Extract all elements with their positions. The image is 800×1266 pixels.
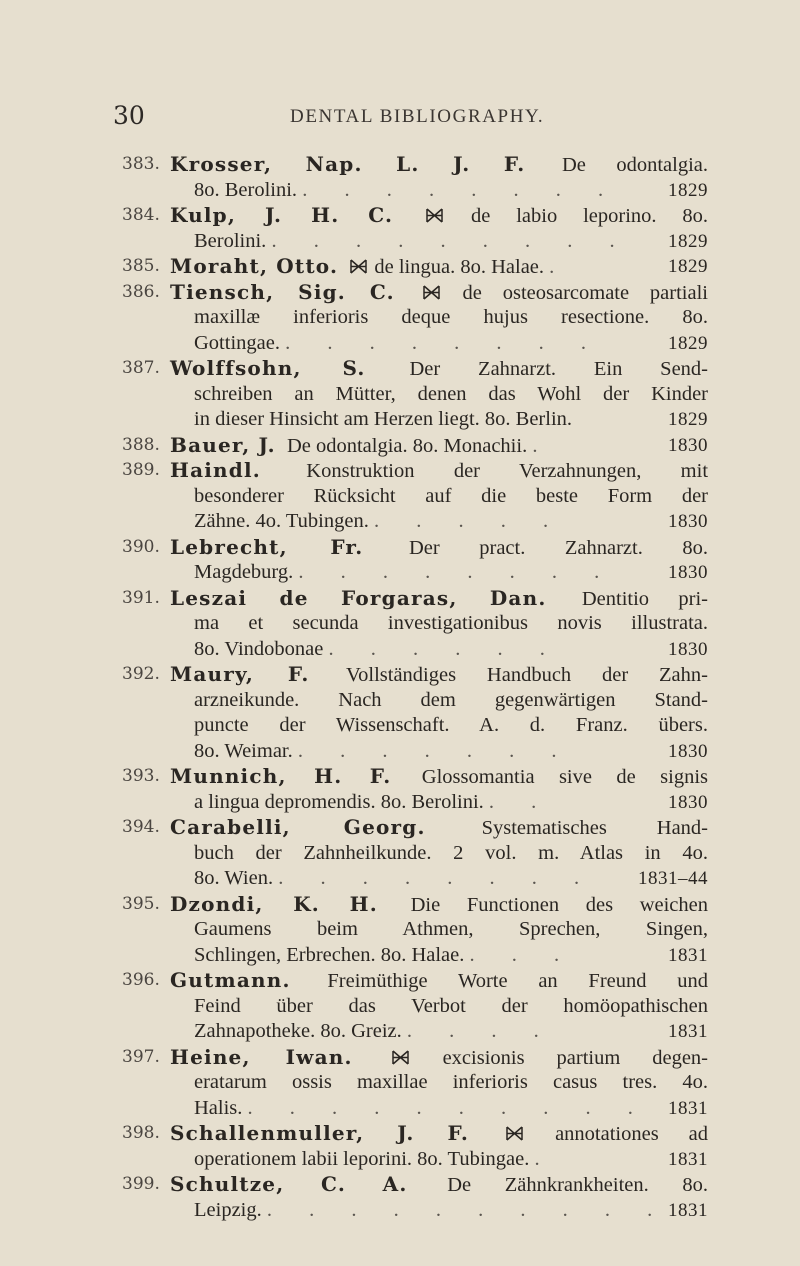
entry-text: Halis. — [194, 1096, 243, 1119]
publication-year: 1831 — [668, 944, 708, 966]
bibliography-entry — [0, 280, 800, 357]
leader-dots: . . . . . . . . — [278, 867, 596, 889]
entry-body — [170, 586, 708, 663]
entry-text: Schlingen, Erbrechen. 8o. Halae. — [194, 943, 465, 966]
bibliography-entry — [0, 1172, 800, 1223]
entry-number: 384. — [122, 205, 160, 225]
leader-dots: . . . . . . . . . — [271, 229, 631, 252]
entry-body — [170, 433, 708, 459]
entry-text: 8o. Berolini. — [194, 178, 298, 201]
entry-line — [170, 1147, 708, 1173]
leader-dots: . . . . . — [373, 510, 565, 532]
entry-line — [170, 433, 708, 459]
entry-text: De Zähnkrankheiten. 8o. — [447, 1174, 708, 1196]
publication-year: 1829 — [668, 179, 708, 201]
bibliography-entry — [0, 152, 800, 203]
entry-number: 387. — [122, 358, 160, 378]
running-head — [0, 100, 800, 132]
entry-number: 390. — [122, 536, 160, 557]
entry-text: Freimüthige Worte an Freund und — [327, 970, 709, 992]
author-name: Gutmann. — [170, 968, 291, 992]
entry-text: Dentitio pri- — [581, 587, 708, 610]
author-name: Schallenmuller, J. F. — [170, 1121, 470, 1145]
page-number: 30 — [113, 101, 145, 130]
entry-body — [170, 535, 708, 586]
entry-line — [170, 1045, 708, 1071]
entry-line — [170, 688, 708, 714]
bibliography-entry — [0, 433, 800, 459]
leader-dots: . . . . . . . . — [285, 331, 602, 354]
leader-dots: . . . . . . . . . . — [247, 1096, 649, 1119]
bibliography-entry — [0, 764, 800, 815]
author-name: Haindl. — [170, 458, 261, 482]
entry-line — [170, 356, 708, 382]
author-name: Lebrecht, Fr. — [170, 534, 364, 559]
entry-body — [170, 458, 708, 535]
entry-text: 8o. Wien. — [194, 867, 274, 889]
entry-text: Glossomantia sive de signis — [421, 766, 709, 788]
entry-text: operationem labii leporini. 8o. Tubingae. — [194, 1147, 530, 1170]
entry-text: Konstruktion der Verzahnungen, mit — [306, 460, 709, 482]
publication-year: 1830 — [668, 638, 708, 660]
publication-year: 1831–44 — [638, 868, 708, 889]
publication-year: 1831 — [668, 1097, 708, 1119]
entry-number: 396. — [122, 970, 160, 990]
author-name: Kulp, J. H. C. — [170, 203, 394, 227]
entry-number: 399. — [122, 1174, 160, 1194]
entry-number: 386. — [122, 281, 160, 302]
bibliography-entry — [0, 458, 800, 535]
leader-dots: . . . — [469, 943, 576, 966]
entry-text: De odontalgia. — [561, 154, 708, 176]
entry-number: 394. — [122, 817, 160, 837]
leader-dots: . . . . . . . . — [298, 561, 616, 583]
entry-line — [170, 1070, 708, 1096]
leader-dots: . — [532, 434, 554, 457]
dissertation-mark-icon — [392, 1050, 409, 1065]
entry-text: Die Functionen des weichen — [410, 893, 709, 916]
bibliography-entry — [0, 662, 800, 764]
author-name: Bauer, J. — [170, 432, 276, 457]
author-name: Krosser, Nap. L. J. F. — [170, 152, 526, 176]
dissertation-mark-icon — [506, 1126, 523, 1141]
entry-text: Berolini. — [194, 229, 267, 252]
author-name: Heine, Iwan. — [170, 1044, 353, 1069]
author-name: Schultze, C. A. — [170, 1172, 408, 1196]
entry-text: de osteosarcomate partiali — [462, 281, 708, 304]
bibliography-entry — [0, 892, 800, 969]
entry-text: 8o. Weimar. — [194, 739, 293, 762]
entry-line — [170, 662, 708, 688]
entry-line — [170, 509, 708, 535]
entry-body — [170, 764, 708, 815]
entry-number: 395. — [122, 893, 160, 914]
dissertation-mark-icon — [350, 259, 367, 274]
author-name: Wolffsohn, S. — [170, 356, 366, 380]
entry-line — [170, 484, 708, 510]
leader-dots: . . . . — [406, 1020, 555, 1042]
entry-text: Leipzig. — [194, 1198, 262, 1221]
entry-line — [170, 280, 708, 306]
bibliography-entry — [0, 203, 800, 254]
entry-line — [170, 943, 708, 969]
publication-year: 1830 — [668, 562, 708, 583]
entry-text: Vollständiges Handbuch der Zahn- — [345, 664, 708, 686]
entry-text: Zähne. 4o. Tubingen. — [194, 510, 369, 532]
bibliography-entry — [0, 535, 800, 586]
entry-line — [170, 713, 708, 739]
entry-line — [170, 815, 708, 841]
leader-dots: . — [534, 1147, 556, 1170]
entry-number: 397. — [122, 1046, 160, 1067]
entry-text: De odontalgia. 8o. Monachii. — [286, 434, 528, 457]
entry-text: Systematisches Hand- — [481, 817, 708, 839]
entry-text: arzneikunde. Nach dem gegenwärtigen Stand- — [194, 688, 708, 711]
entry-line — [170, 764, 708, 790]
entry-line — [170, 203, 708, 229]
leader-dots: . . . . . . . . — [302, 178, 620, 201]
bibliography-entry — [0, 254, 800, 280]
bibliography-entry — [0, 1121, 800, 1172]
entry-number: 385. — [122, 256, 160, 276]
entry-line — [170, 1172, 708, 1198]
entry-line — [170, 866, 708, 892]
entry-body — [170, 356, 708, 433]
entry-line — [170, 1198, 708, 1224]
bibliography-entries — [0, 152, 800, 1223]
dissertation-mark-icon — [426, 208, 443, 223]
entry-body — [170, 1172, 708, 1223]
bibliography-entry — [0, 1045, 800, 1122]
entry-number: 389. — [122, 460, 160, 480]
leader-dots: . . . . . . . — [297, 739, 573, 762]
entry-text: de lingua. 8o. Halae. — [374, 256, 545, 278]
entry-text: 8o. Vindobonae — [194, 637, 324, 660]
entry-line — [170, 254, 708, 280]
entry-text: puncte der Wissenschaft. A. d. Franz. übers. — [194, 714, 708, 736]
publication-year: 1830 — [668, 791, 708, 813]
entry-text: buch der Zahnheilkunde. 2 vol. m. Atlas in 4o. — [194, 841, 708, 864]
leader-dots: . . — [488, 790, 553, 813]
entry-line — [170, 178, 708, 204]
entry-number: 388. — [122, 434, 160, 455]
entry-body — [170, 968, 708, 1045]
entry-number: 393. — [122, 766, 160, 786]
entry-line — [170, 152, 708, 178]
entry-body — [170, 662, 708, 764]
bibliography-entry — [0, 815, 800, 892]
entry-text: in dieser Hinsicht am Herzen liegt. 8o. Berlin. — [194, 408, 573, 430]
publication-year: 1830 — [668, 740, 708, 762]
bibliography-entry — [0, 968, 800, 1045]
entry-number: 391. — [122, 587, 160, 608]
running-title: DENTAL BIBLIOGRAPHY. — [290, 106, 545, 127]
entry-text: Zahnapotheke. 8o. Greiz. — [194, 1020, 402, 1042]
publication-year: 1830 — [668, 434, 708, 456]
entry-line — [170, 994, 708, 1020]
entry-line — [170, 968, 708, 994]
entry-body — [170, 1045, 708, 1122]
author-name: Tiensch, Sig. C. — [170, 279, 395, 304]
entry-body — [170, 1121, 708, 1172]
entry-line — [170, 917, 708, 943]
entry-text: besonderer Rücksicht auf die beste Form der — [194, 484, 708, 507]
publication-year: 1829 — [668, 332, 708, 354]
entry-text: Gaumens beim Athmen, Sprechen, Singen, — [194, 918, 708, 940]
entry-body — [170, 280, 708, 357]
entry-number: 383. — [122, 154, 160, 174]
entry-text: de labio leporino. 8o. — [470, 205, 709, 227]
publication-year: 1831 — [668, 1148, 708, 1170]
entry-line — [170, 637, 708, 663]
bibliography-entry — [0, 586, 800, 663]
entry-number: 398. — [122, 1123, 160, 1143]
entry-text: ma et secunda investigationibus novis illustrata. — [194, 612, 708, 634]
entry-text: annotationes ad — [555, 1123, 709, 1145]
entry-line — [170, 611, 708, 637]
entry-line — [170, 841, 708, 867]
entry-text: maxillæ inferioris deque hujus resectione. 8o. — [194, 306, 708, 328]
leader-dots: . . . . . . — [328, 637, 561, 660]
entry-line — [170, 382, 708, 408]
author-name: Dzondi, K. H. — [170, 891, 378, 916]
entry-body — [170, 892, 708, 969]
entry-line — [170, 739, 708, 765]
entry-line — [170, 458, 708, 484]
publication-year: 1831 — [668, 1021, 708, 1042]
author-name: Moraht, Otto. — [170, 254, 339, 278]
entry-line — [170, 1019, 708, 1045]
author-name: Munnich, H. F. — [170, 764, 392, 788]
entry-line — [170, 331, 708, 357]
entry-line — [170, 790, 708, 816]
entry-line — [170, 229, 708, 255]
entry-text: Feind über das Verbot der homöopathischen — [194, 994, 708, 1017]
entry-body — [170, 152, 708, 203]
leader-dots: . — [549, 256, 571, 278]
author-name: Carabelli, Georg. — [170, 815, 426, 839]
entry-line — [170, 892, 708, 918]
publication-year: 1831 — [668, 1199, 708, 1221]
publication-year: 1830 — [668, 511, 708, 532]
publication-year: 1829 — [668, 230, 708, 252]
entry-line — [170, 305, 708, 331]
entry-body — [170, 815, 708, 892]
leader-dots: . . . . . . . . . . — [266, 1198, 669, 1221]
author-name: Maury, F. — [170, 662, 310, 686]
entry-text: Magdeburg. — [194, 561, 294, 583]
entry-line — [170, 586, 708, 612]
entry-line — [170, 560, 708, 586]
entry-body — [170, 254, 708, 280]
entry-number: 392. — [122, 664, 160, 684]
publication-year: 1829 — [668, 409, 708, 430]
dissertation-mark-icon — [423, 285, 440, 300]
entry-body — [170, 203, 708, 254]
entry-text: Gottingae. — [194, 331, 280, 354]
entry-text: a lingua depromendis. 8o. Berolini. — [194, 790, 484, 813]
entry-text: Der Zahnarzt. Ein Send- — [409, 358, 708, 380]
entry-text: eratarum ossis maxillae inferioris casus tres. 4o. — [194, 1071, 708, 1093]
author-name: Leszai de Forgaras, Dan. — [170, 585, 547, 610]
entry-line — [170, 535, 708, 561]
bibliography-entry — [0, 356, 800, 433]
entry-text: schreiben an Mütter, denen das Wohl der Kinder — [194, 382, 708, 405]
entry-line — [170, 407, 708, 433]
entry-text: excisionis partium degen- — [442, 1046, 708, 1069]
publication-year: 1829 — [668, 256, 708, 277]
entry-text: Der pract. Zahnarzt. 8o. — [408, 536, 709, 559]
entry-line — [170, 1121, 708, 1147]
entry-line — [170, 1096, 708, 1122]
